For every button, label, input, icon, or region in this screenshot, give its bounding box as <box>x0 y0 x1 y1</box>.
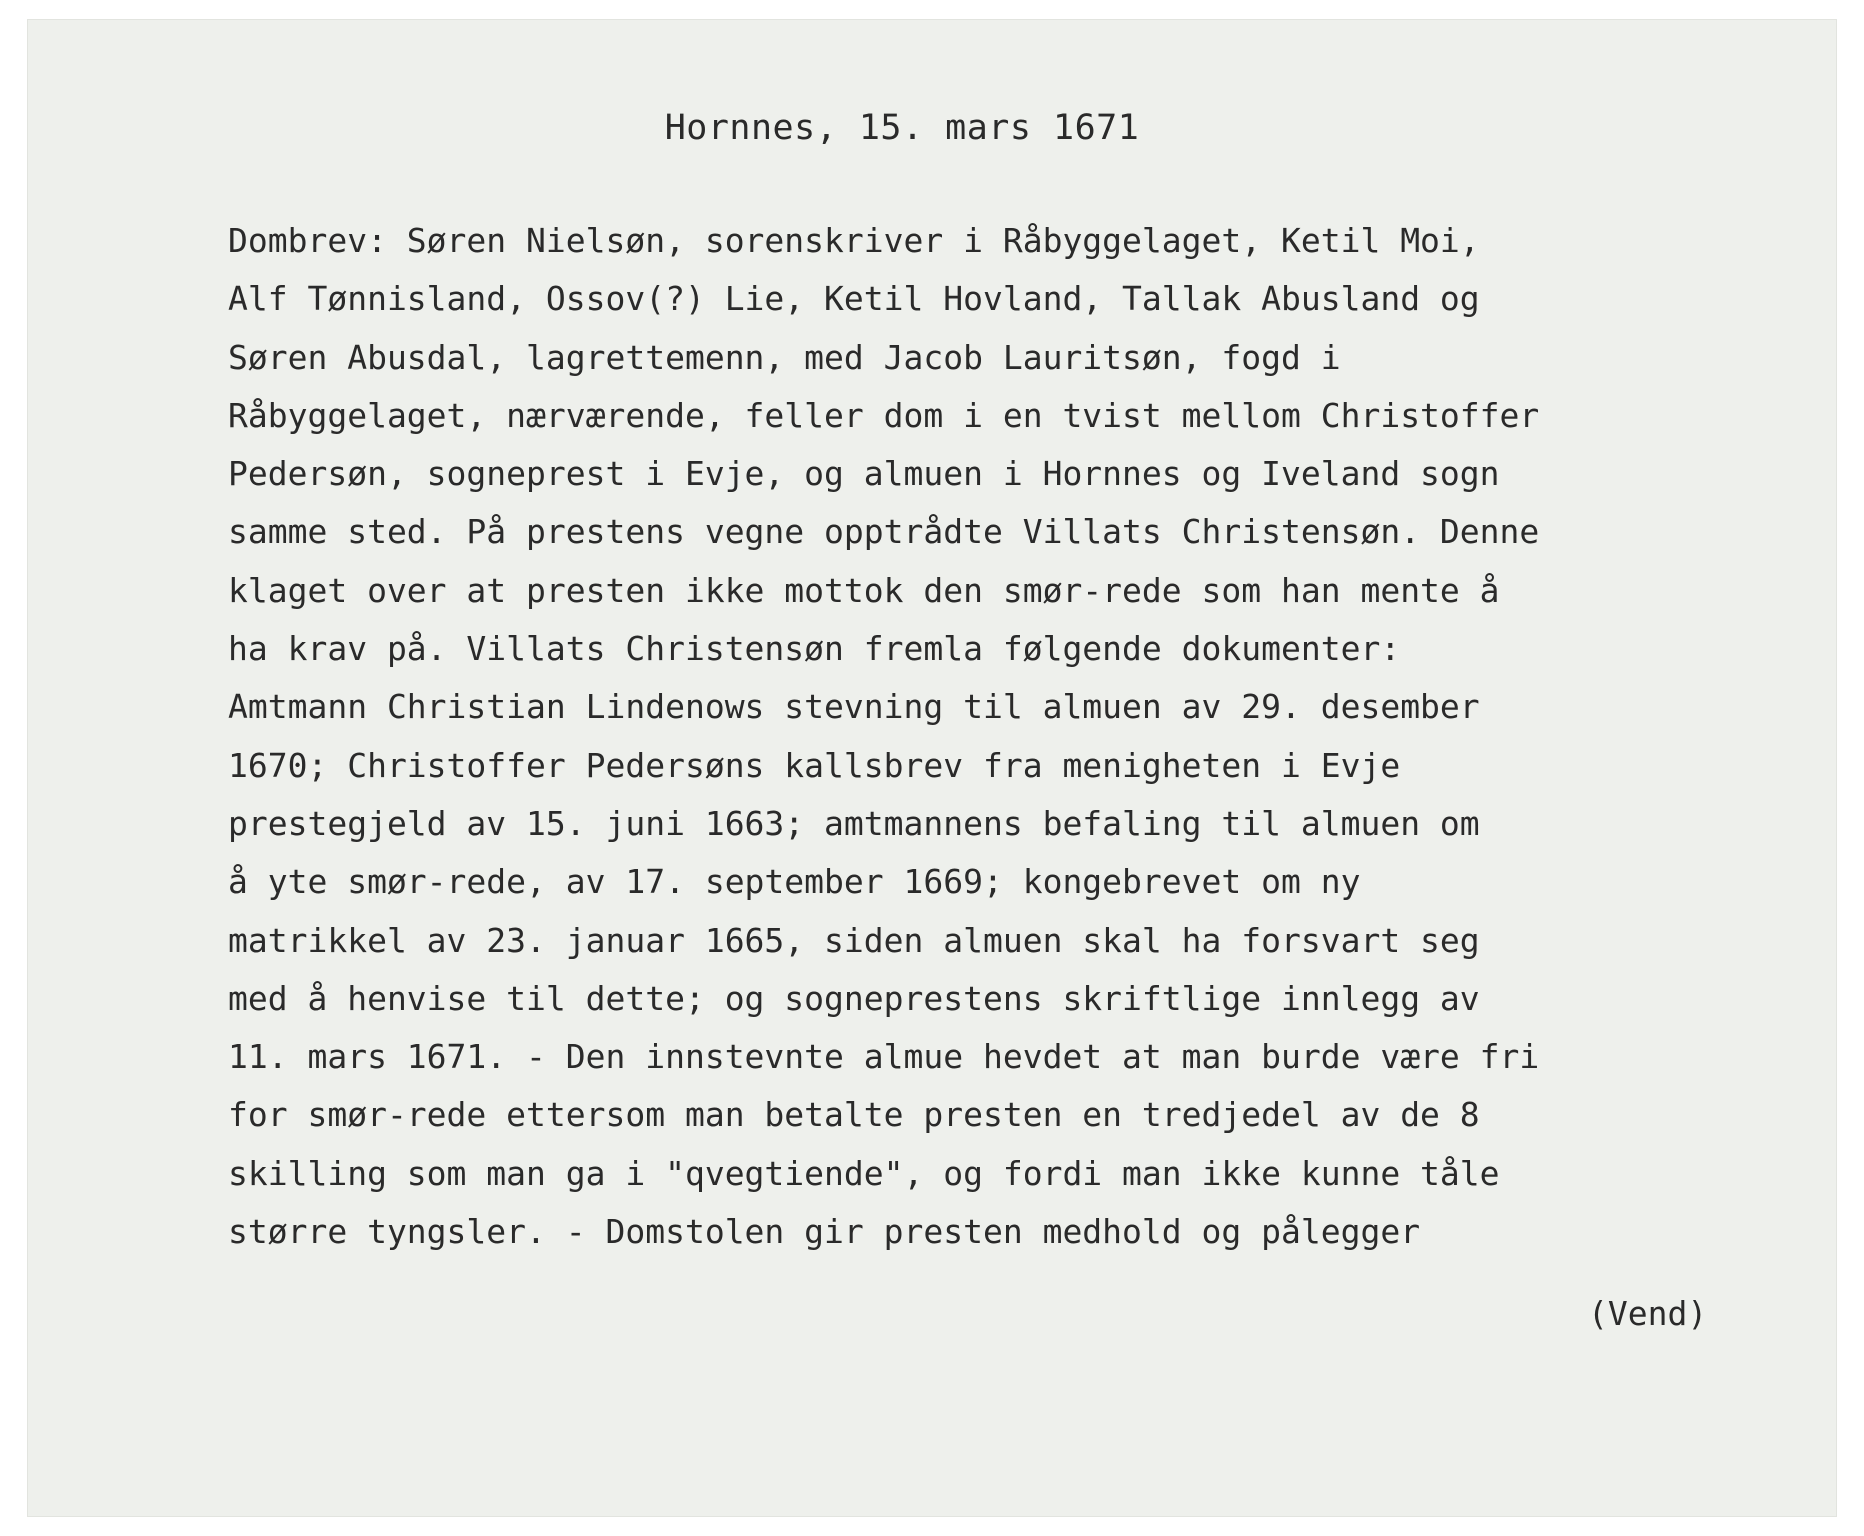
text-line: å yte smør-rede, av 17. september 1669; kongebrevet om ny <box>228 862 1361 902</box>
text-line: samme sted. På prestens vegne opptrådte Villats Christensøn. Denne <box>228 512 1540 552</box>
text-line: med å henvise til dette; og sogneprestens skriftlige innlegg av <box>228 978 1480 1018</box>
text-line: Pedersøn, sogneprest i Evje, og almuen i Hornnes og Iveland sogn <box>228 454 1500 494</box>
text-line: klaget over at presten ikke mottok den smør-rede som han mente å <box>228 570 1500 610</box>
text-line: 11. mars 1671. - Den innstevnte almue hevdet at man burde være fri <box>228 1037 1540 1077</box>
text-line: skilling som man ga i "qvegtiende", og fordi man ikke kunne tåle <box>228 1153 1500 1193</box>
text-line: ha krav på. Villats Christensøn fremla følgende dokumenter: <box>228 629 1401 669</box>
title-text: Hornnes, 15. mars 1671 <box>664 108 1140 148</box>
text-line: Alf Tønnisland, Ossov(?) Lie, Ketil Hovland, Tallak Abusland og <box>228 279 1480 319</box>
text-line: for smør-rede ettersom man betalte presten en tredjedel av de 8 <box>228 1095 1480 1135</box>
text-line: matrikkel av 23. januar 1665, siden almuen skal ha forsvart seg <box>228 920 1480 960</box>
document-title <box>28 108 1836 148</box>
document-body <box>228 212 1828 1261</box>
text-line: Søren Abusdal, lagrettemenn, med Jacob Lauritsøn, fogd i <box>228 337 1341 377</box>
page-turn-note: (Vend) <box>1588 1294 1708 1333</box>
text-line: prestegjeld av 15. juni 1663; amtmannens befaling til almuen om <box>228 803 1480 843</box>
text-line: Dombrev: Søren Nielsøn, sorenskriver i Råbyggelaget, Ketil Moi, <box>228 221 1480 260</box>
text-line: 1670; Christoffer Pedersøns kallsbrev fra menigheten i Evje <box>228 745 1401 785</box>
text-line: større tyngsler. - Domstolen gir presten medhold og pålegger <box>228 1212 1421 1252</box>
document-card <box>28 20 1836 1516</box>
text-line: Amtmann Christian Lindenows stevning til almuen av 29. desember <box>228 687 1480 727</box>
text-line: Råbyggelaget, nærværende, feller dom i en tvist mellom Christoffer <box>228 395 1540 435</box>
